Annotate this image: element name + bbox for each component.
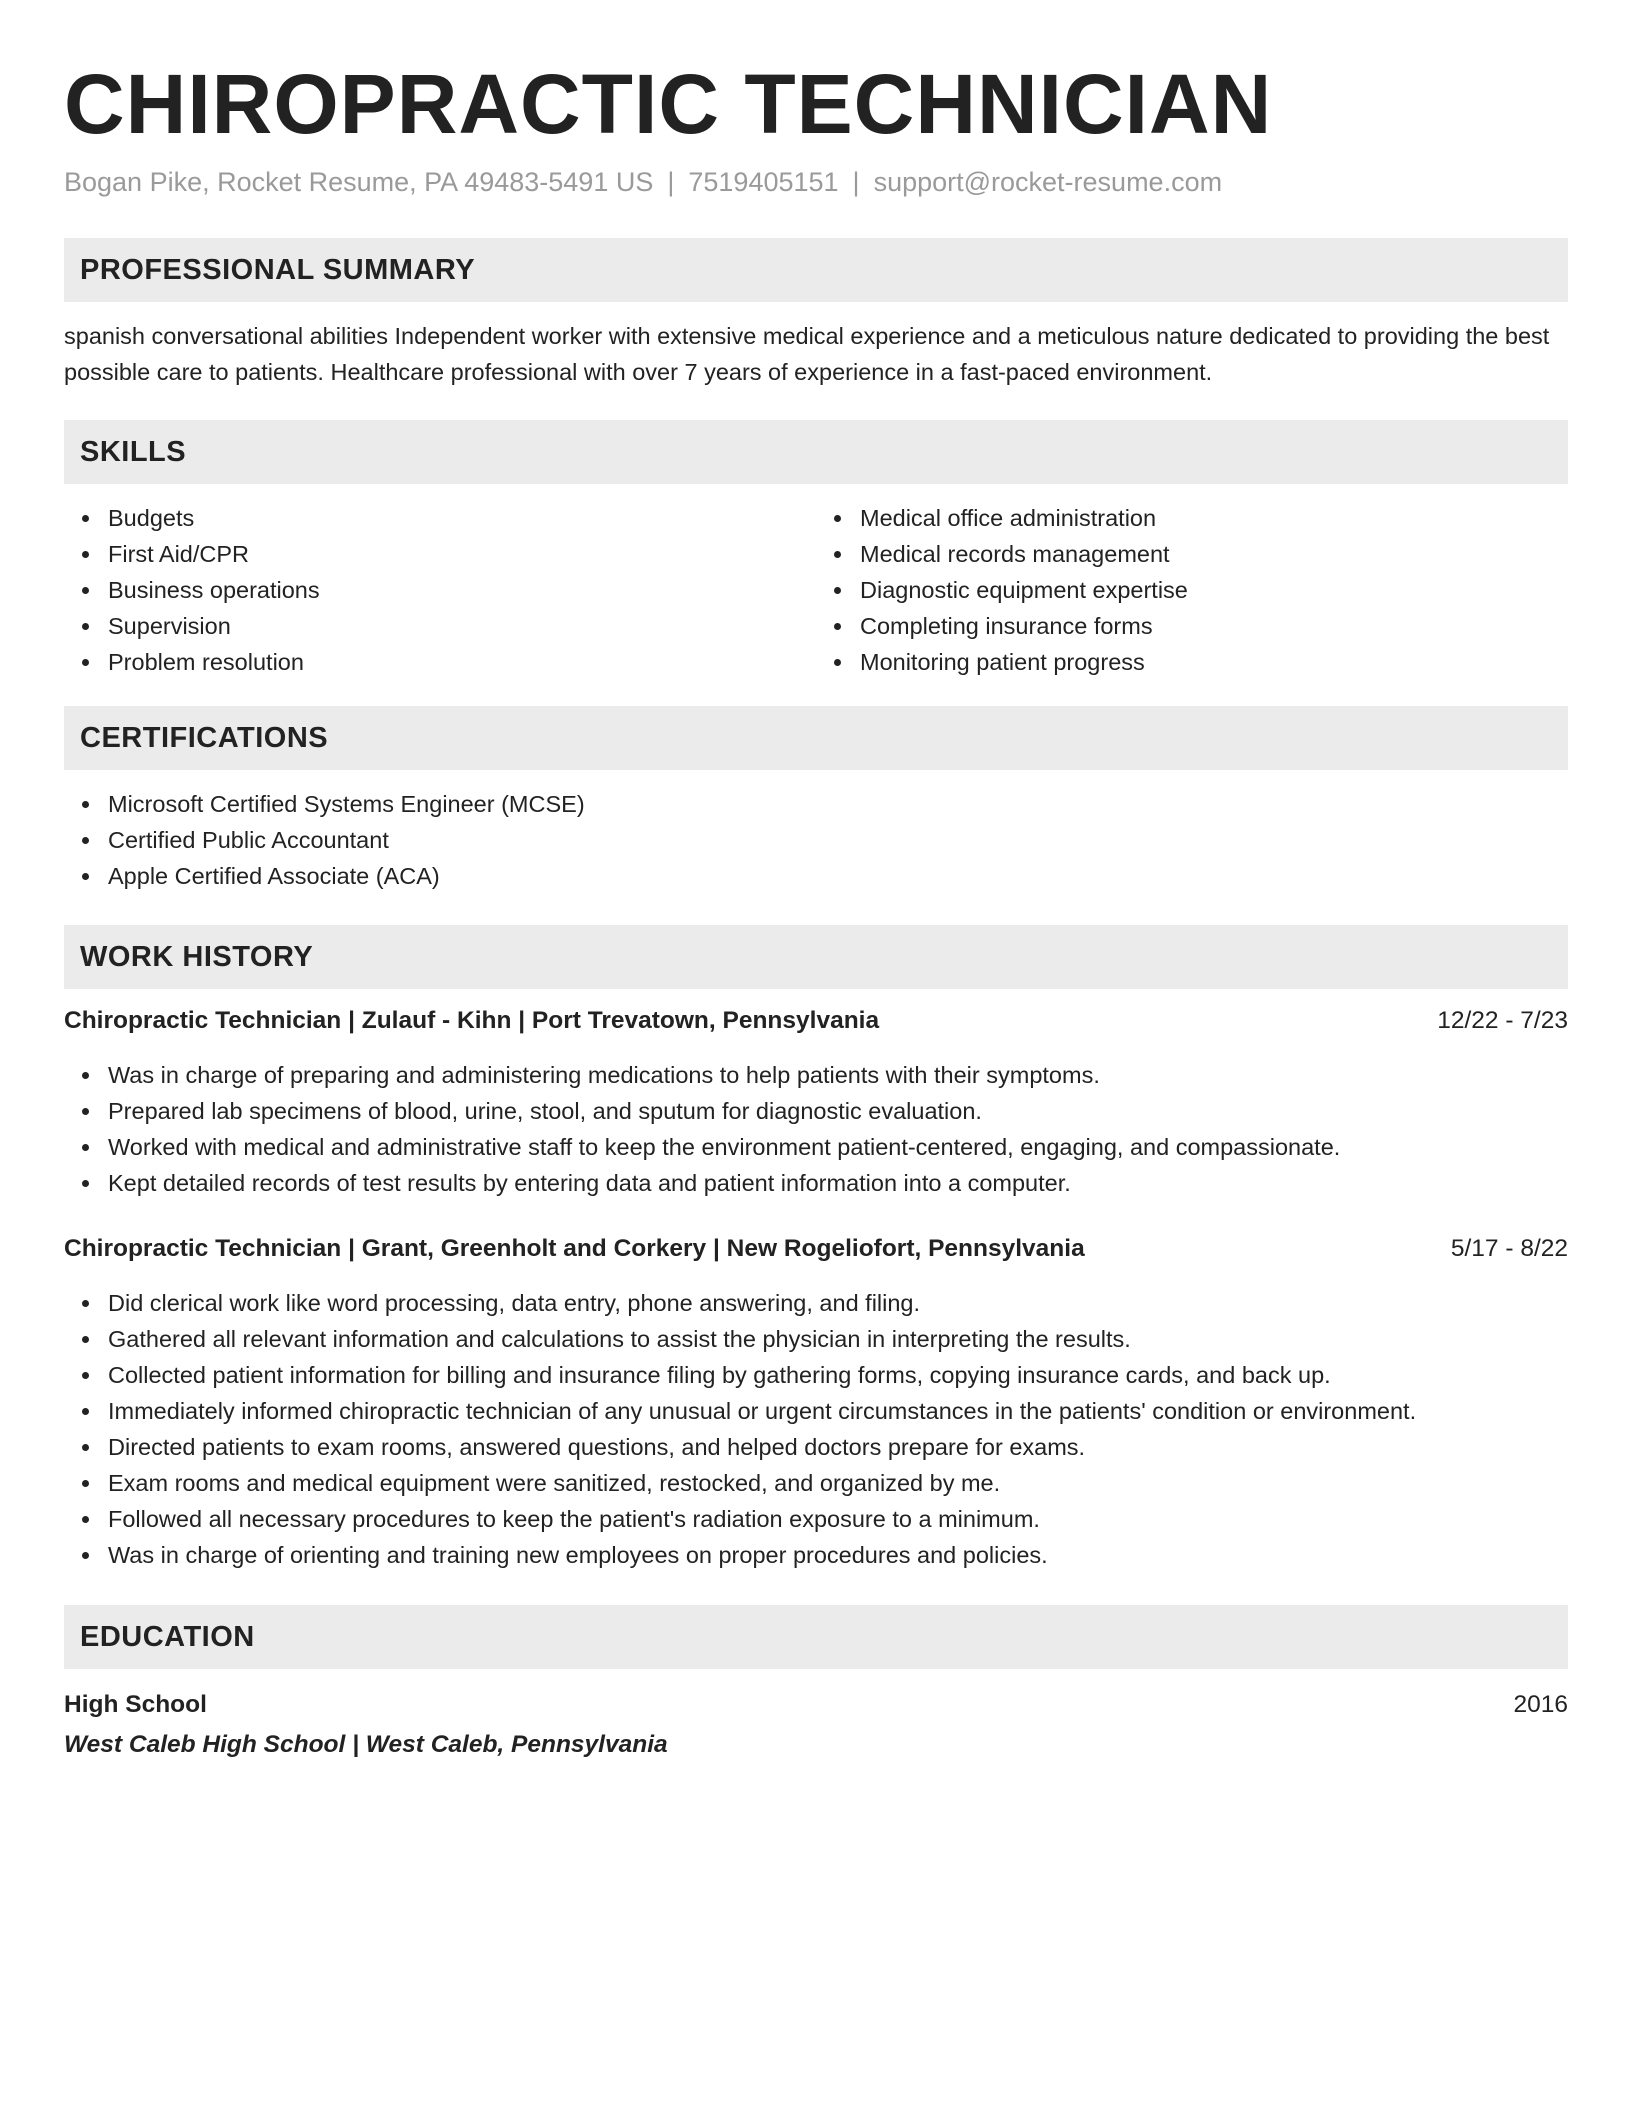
job-title: Chiropractic Technician | Zulauf - Kihn | Port Trevatown, Pennsylvania [64,1007,880,1034]
job-duty: Gathered all relevant information and calculations to assist the physician in interpreting the results. [64,1321,1568,1357]
skill-item: Problem resolution [64,644,816,680]
skill-item: Diagnostic equipment expertise [816,572,1568,608]
job-duty: Immediately informed chiropractic technician of any unusual or urgent circumstances in the patients' condition or environment. [64,1393,1568,1429]
job-duties-list [64,1285,1568,1573]
job-duty: Prepared lab specimens of blood, urine, stool, and sputum for diagnostic evaluation. [64,1093,1568,1129]
section-header-skills: SKILLS [64,420,1568,484]
skill-item: Medical records management [816,536,1568,572]
skill-item: Monitoring patient progress [816,644,1568,680]
contact-separator: | [852,167,860,197]
job-duty: Worked with medical and administrative staff to keep the environment patient-centered, engaging, and compassionate. [64,1129,1568,1165]
skill-item: First Aid/CPR [64,536,816,572]
section-header-certifications: CERTIFICATIONS [64,706,1568,770]
section-header-education: EDUCATION [64,1605,1568,1669]
skill-item: Completing insurance forms [816,608,1568,644]
education-entry [64,1687,1568,1763]
skill-item: Supervision [64,608,816,644]
education-school: West Caleb High School | West Caleb, Pennsylvania [64,1731,668,1758]
job-duty: Did clerical work like word processing, data entry, phone answering, and filing. [64,1285,1568,1321]
job-duty: Was in charge of preparing and administering medications to help patients with their symptoms. [64,1057,1568,1093]
job-header [64,1003,1568,1039]
education-header [64,1687,1568,1723]
section-header-summary: PROFESSIONAL SUMMARY [64,238,1568,302]
job-duty: Was in charge of orienting and training new employees on proper procedures and policies. [64,1537,1568,1573]
contact-email: support@rocket-resume.com [873,167,1223,197]
job-header [64,1231,1568,1267]
education-year: 2016 [1513,1691,1568,1718]
job-duty: Directed patients to exam rooms, answered questions, and helped doctors prepare for exams. [64,1429,1568,1465]
certifications-list [64,786,1568,894]
job-duty: Collected patient information for billing and insurance filing by gathering forms, copying insurance cards, and back up. [64,1357,1568,1393]
skills-list-left [64,500,816,680]
job-entry [64,1231,1568,1573]
job-duty: Kept detailed records of test results by entering data and patient information into a computer. [64,1165,1568,1201]
skills-list-right [816,500,1568,680]
contact-separator: | [667,167,675,197]
summary-text: spanish conversational abilities Independent worker with extensive medical experience and a meticulous nature dedicated to providing the best possible care to patients. Healthcare professional with over 7 years of experience in a fast-paced environment. [64,323,1550,385]
certification-item: Apple Certified Associate (ACA) [64,858,1568,894]
job-duty: Exam rooms and medical equipment were sanitized, restocked, and organized by me. [64,1465,1568,1501]
skill-item: Medical office administration [816,500,1568,536]
contact-phone: 7519405151 [688,167,839,197]
candidate-title: CHIROPRACTIC TECHNICIAN [64,57,1273,151]
job-dates: 12/22 - 7/23 [1437,1007,1568,1034]
job-title: Chiropractic Technician | Grant, Greenholt and Corkery | New Rogeliofort, Pennsylvania [64,1235,1085,1262]
skill-item: Business operations [64,572,816,608]
skill-item: Budgets [64,500,816,536]
job-duty: Followed all necessary procedures to keep the patient's radiation exposure to a minimum. [64,1501,1568,1537]
certification-item: Certified Public Accountant [64,822,1568,858]
job-duties-list [64,1057,1568,1201]
contact-line [64,164,1568,200]
section-header-work-history: WORK HISTORY [64,925,1568,989]
job-dates: 5/17 - 8/22 [1450,1235,1568,1262]
contact-address: Bogan Pike, Rocket Resume, PA 49483-5491 US [64,167,654,197]
skills-grid [64,500,1568,680]
education-degree: High School [64,1691,207,1718]
job-entry [64,1003,1568,1201]
certification-item: Microsoft Certified Systems Engineer (MCSE) [64,786,1568,822]
